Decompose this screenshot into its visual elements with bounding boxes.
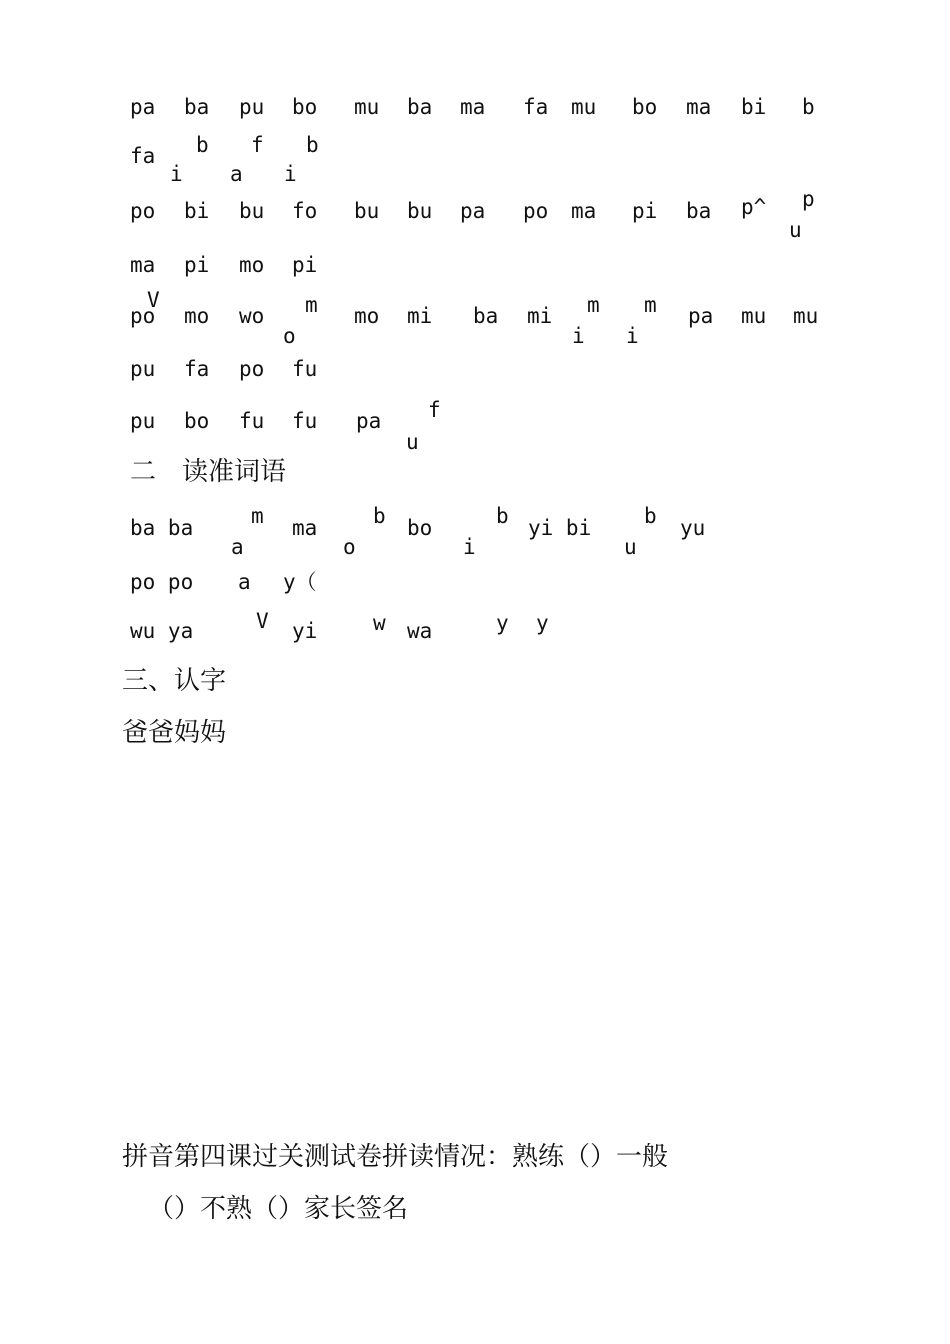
pinyin-superscript: w <box>373 611 386 635</box>
pinyin-syllable: pi <box>632 199 658 223</box>
pinyin-superscript: b <box>306 133 319 157</box>
pinyin-syllable: po <box>523 199 549 223</box>
pinyin-syllable: ma <box>571 199 597 223</box>
pinyin-syllable: bo <box>184 409 210 433</box>
pinyin-syllable: ma <box>686 95 712 119</box>
pinyin-word: a <box>238 570 251 594</box>
pinyin-subscript: a <box>231 535 244 559</box>
pinyin-syllable: pa <box>356 409 382 433</box>
pinyin-superscript: b <box>496 504 509 528</box>
pinyin-syllable: fu <box>292 409 318 433</box>
pinyin-superscript: y <box>536 611 549 635</box>
pinyin-syllable: b <box>802 95 815 119</box>
pinyin-syllable: pa <box>460 199 486 223</box>
pinyin-syllable: mu <box>741 304 767 328</box>
pinyin-syllable: pu <box>130 409 156 433</box>
section-heading: 二 读准词语 <box>130 457 287 487</box>
pinyin-syllable: ma <box>130 253 156 277</box>
pinyin-word: wu ya <box>130 619 194 643</box>
pinyin-word: y（ <box>283 570 317 594</box>
pinyin-syllable: mo <box>354 304 380 328</box>
pinyin-syllable: pu <box>130 357 156 381</box>
pinyin-subscript: i <box>463 535 476 559</box>
pinyin-syllable: mi <box>407 304 433 328</box>
pinyin-syllable: fo <box>292 199 318 223</box>
pinyin-syllable: fu <box>292 357 318 381</box>
pinyin-word: yi bi <box>528 516 592 540</box>
pinyin-syllable: ma <box>460 95 486 119</box>
pinyin-syllable: ba <box>686 199 712 223</box>
pinyin-syllable: bu <box>239 199 265 223</box>
pinyin-subscript: o <box>283 324 296 348</box>
pinyin-subscript: u <box>789 218 802 242</box>
pinyin-superscript: y <box>496 611 509 635</box>
pinyin-subscript: a <box>230 162 243 186</box>
pinyin-word: po po <box>130 570 194 594</box>
chinese-characters: 爸爸妈妈 <box>122 718 227 748</box>
pinyin-syllable: bi <box>741 95 767 119</box>
pinyin-syllable: bu <box>354 199 380 223</box>
pinyin-syllable: bo <box>632 95 658 119</box>
pinyin-word: yi <box>292 619 318 643</box>
pinyin-superscript: V <box>147 288 160 312</box>
pinyin-syllable: fa <box>130 144 156 168</box>
pinyin-syllable: pa <box>688 304 714 328</box>
pinyin-syllable: po <box>239 357 265 381</box>
pinyin-superscript: m <box>251 504 264 528</box>
pinyin-syllable: p^ <box>741 195 767 219</box>
pinyin-syllable: bi <box>184 199 210 223</box>
pinyin-subscript: i <box>170 162 183 186</box>
pinyin-subscript: o <box>343 535 356 559</box>
pinyin-word: ma <box>292 516 318 540</box>
pinyin-syllable: pu <box>239 95 265 119</box>
pinyin-syllable: mu <box>571 95 597 119</box>
pinyin-syllable: bo <box>292 95 318 119</box>
pinyin-word: ba ba <box>130 516 194 540</box>
pinyin-subscript: i <box>284 162 297 186</box>
pinyin-word: wa <box>407 619 433 643</box>
section-heading: 三、认字 <box>122 666 227 696</box>
pinyin-superscript: f <box>428 398 441 422</box>
pinyin-superscript: m <box>644 293 657 317</box>
pinyin-syllable: po <box>130 199 156 223</box>
parent-signature-line: （）不熟（）家长签名 <box>148 1194 409 1224</box>
pinyin-syllable: mo <box>239 253 265 277</box>
pinyin-subscript: i <box>572 324 585 348</box>
pinyin-syllable: mu <box>354 95 380 119</box>
parent-check-line: 拼音第四课过关测试卷拼读情况：熟练（）一般 <box>122 1142 669 1172</box>
pinyin-syllable: po <box>130 304 156 328</box>
pinyin-syllable: ba <box>473 304 499 328</box>
pinyin-syllable: pa <box>130 95 156 119</box>
pinyin-syllable: pi <box>184 253 210 277</box>
pinyin-superscript: b <box>644 504 657 528</box>
pinyin-superscript: b <box>373 504 386 528</box>
pinyin-syllable: ba <box>407 95 433 119</box>
pinyin-syllable: wo <box>239 304 265 328</box>
pinyin-word: bo <box>407 516 433 540</box>
pinyin-syllable: fu <box>239 409 265 433</box>
pinyin-word: yu <box>680 516 706 540</box>
pinyin-subscript: u <box>624 535 637 559</box>
pinyin-superscript: m <box>587 293 600 317</box>
pinyin-syllable: fa <box>184 357 210 381</box>
pinyin-superscript: b <box>196 133 209 157</box>
pinyin-syllable: mi <box>527 304 553 328</box>
pinyin-subscript: u <box>406 430 419 454</box>
pinyin-syllable: ba <box>184 95 210 119</box>
pinyin-subscript: i <box>626 324 639 348</box>
pinyin-superscript: V <box>256 609 269 633</box>
pinyin-syllable: bu <box>407 199 433 223</box>
pinyin-superscript: m <box>305 293 318 317</box>
pinyin-syllable: mo <box>184 304 210 328</box>
pinyin-syllable: fa <box>523 95 549 119</box>
pinyin-syllable: pi <box>292 253 318 277</box>
pinyin-syllable: mu <box>793 304 819 328</box>
pinyin-superscript: f <box>251 133 264 157</box>
pinyin-superscript: p <box>802 187 815 211</box>
